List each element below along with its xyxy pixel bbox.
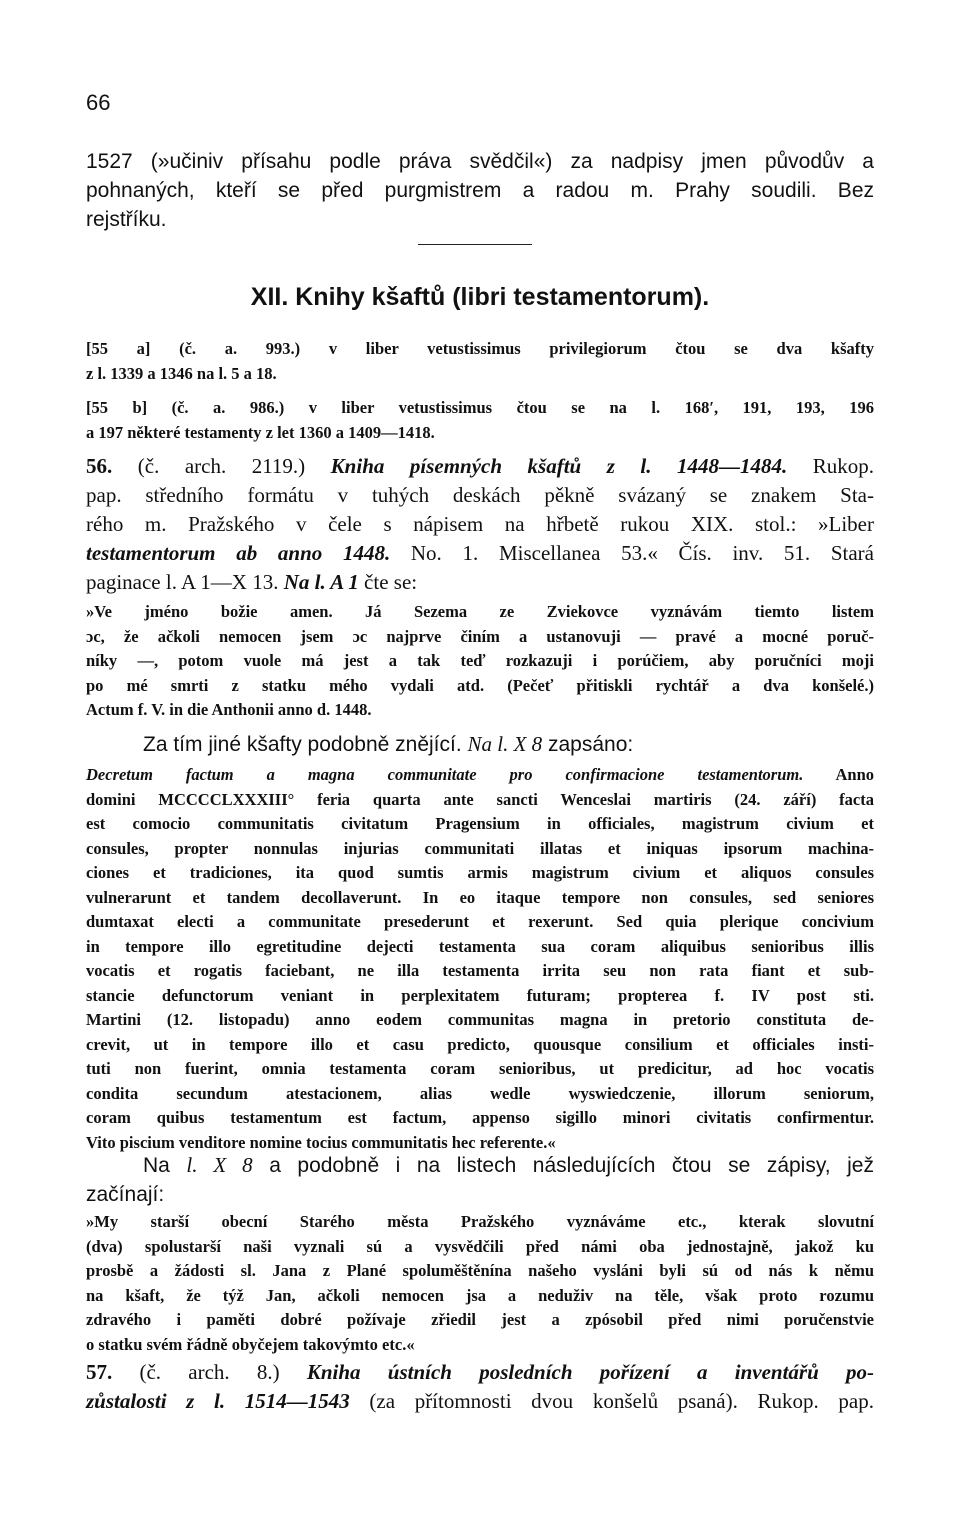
text-line: zdravého i paměti dobré požívaje zřiedil jest a zpósobil před nimi poručenstvie bbox=[86, 1310, 874, 1329]
text-line: dumtaxat electi a communitate presederunt et rexerunt. Sed quia plerique concivium bbox=[86, 912, 874, 931]
entry-number: 57. bbox=[86, 1360, 113, 1384]
text-line bbox=[86, 763, 874, 788]
book-title: zůstalosti z l. 1514—1543 bbox=[86, 1389, 350, 1413]
text-line bbox=[86, 1387, 874, 1416]
entry-55b bbox=[86, 396, 874, 445]
quote-1 bbox=[86, 600, 874, 723]
entry-number: 56. bbox=[86, 454, 113, 478]
entry-57 bbox=[86, 1358, 874, 1416]
text-span: Anno bbox=[803, 765, 874, 784]
text-line: (dva) spolustarší naši vyznali sú a vysvědčili před námi oba jednostajně, jakož ku bbox=[86, 1236, 874, 1256]
text-line: z l. 1339 a 1346 na l. 5 a 18. bbox=[86, 363, 277, 383]
section-divider bbox=[418, 244, 532, 245]
book-title: Kniha ústních posledních pořízení a inventářů po- bbox=[306, 1360, 874, 1384]
text-span: (za přítomnosti dvou konšelů psaná). Rukop. pap. bbox=[349, 1389, 874, 1413]
leaf-ref: Na l. X 8 bbox=[467, 732, 543, 756]
entry-55a bbox=[86, 337, 874, 386]
decree-title: Decretum factum a magna communitate pro confirmacione testamentorum. bbox=[86, 765, 804, 784]
text-span: No. 1. Miscellanea 53.« Čís. inv. 51. Stará bbox=[390, 541, 874, 565]
text-line bbox=[86, 452, 874, 481]
text-line bbox=[143, 730, 874, 759]
text-line: condita secundum atestacionem, alias wedle wyswiedczenie, illorum seniorum, bbox=[86, 1083, 874, 1103]
text-line: in tempore illo egretitudine dejecti testamenta sua coram aliquibus senioribus illis bbox=[86, 936, 874, 956]
text-line: rejstříku. bbox=[86, 208, 167, 231]
text-line: tuti non fuerint, omnia testamenta coram senioribus, ut predicitur, ad hoc vocatis bbox=[86, 1059, 874, 1078]
text-line: crevit, ut in tempore illo et casu predicto, quousque consilium et officiales insti- bbox=[86, 1034, 874, 1054]
text-line: ciones et tradiciones, ita quod sumtis armis magistrum civium et aliquos consules bbox=[86, 863, 874, 882]
text-line: níky —, potom vuole má jest a tak teď rozkazuji i porúčiem, aby poručníci moji bbox=[86, 651, 874, 670]
archive-ref: (č. arch. 2119.) bbox=[112, 454, 331, 478]
text-line: prosbě a žádosti sl. Jana z Plané spoluměštěnína našeho vysláni byli sú od nás k němu bbox=[86, 1261, 874, 1280]
text-line: rého m. Pražského v čele s nápisem na hřbetě rukou XIX. stol.: »Liber bbox=[86, 512, 874, 536]
text-line bbox=[86, 539, 874, 568]
section-title: XII. Knihy kšaftů (libri testamentorum). bbox=[250, 283, 710, 311]
text-line bbox=[86, 1151, 874, 1180]
text-line: pap. středního formátu v tuhých deskách pěkně svázaný se znakem Sta- bbox=[86, 483, 874, 507]
text-line: vocatis et rogatis faciebant, ne illa testamenta irrita seu non rata fiant et sub- bbox=[86, 961, 874, 980]
text-span: Za tím jiné kšafty podobně znějící. bbox=[143, 733, 468, 756]
paragraph-za-tim bbox=[143, 730, 874, 759]
text-span: zapsáno: bbox=[542, 733, 634, 756]
text-span: čte se: bbox=[358, 570, 418, 594]
text-line: vulnerarunt et tandem decollaverunt. In eo itaque tempore non consules, sed seniores bbox=[86, 887, 874, 907]
text-line: »Ve jméno božie amen. Já Sezema ze Zviekovce vyznávám tiemto listem bbox=[86, 602, 874, 621]
text-span: Rukop. bbox=[787, 454, 874, 478]
book-title: Kniha písemných kšaftů z l. 1448—1484. bbox=[330, 454, 788, 478]
entry-56 bbox=[86, 452, 874, 597]
quote-3 bbox=[86, 1210, 874, 1357]
text-line bbox=[86, 568, 874, 597]
text-line: »My starší obecní Starého města Pražského vyznáváme etc., kterak slovutní bbox=[86, 1212, 874, 1231]
page-number: 66 bbox=[86, 90, 111, 115]
text-line: consules, propter nonnulas injurias communitati illatas et iniquas ipsorum machina- bbox=[86, 838, 874, 858]
text-line: [55 b] (č. a. 986.) v liber vetustissimus čtou se na l. 168′, 191, 193, 196 bbox=[86, 398, 874, 417]
quote-2 bbox=[86, 763, 874, 1155]
paragraph-na-x8 bbox=[86, 1151, 874, 1209]
book-title: testamentorum ab anno 1448. bbox=[86, 541, 391, 565]
text-line: na kšaft, že týž Jan, ačkoli nemocen jsa a neduživ na těle, však proto rozumu bbox=[86, 1285, 874, 1305]
intro-paragraph bbox=[86, 147, 874, 234]
leaf-ref: Na l. A 1 bbox=[283, 570, 359, 594]
text-line: 1527 (»učiniv přísahu podle práva svědčil«) za nadpisy jmen původův a bbox=[86, 150, 874, 173]
text-line: coram quibus testamentum est factum, appenso sigillo minori civitatis confirmentur. bbox=[86, 1108, 874, 1127]
text-line: Actum f. V. in die Anthonii anno d. 1448. bbox=[86, 700, 372, 719]
text-line: [55 a] (č. a. 993.) v liber vetustissimus privilegiorum čtou se dva kšafty bbox=[86, 339, 874, 358]
text-line: Vito piscium venditore nomine tocius communitatis hec referente.« bbox=[86, 1132, 556, 1152]
text-line: pohnaných, kteří se před purgmistrem a radou m. Prahy soudili. Bez bbox=[86, 179, 874, 202]
text-span: paginace l. A 1—X 13. bbox=[86, 570, 284, 594]
text-line bbox=[86, 1358, 874, 1387]
text-line: Martini (12. listopadu) anno eodem communitas magna in pretorio constituta de- bbox=[86, 1010, 874, 1029]
text-line: stancie defunctorum veniant in perplexitatem futuram; propterea f. IV post sti. bbox=[86, 985, 874, 1005]
archive-ref: (č. arch. 8.) bbox=[112, 1360, 307, 1384]
text-line: a 197 některé testamenty z let 1360 a 1409—1418. bbox=[86, 422, 435, 442]
leaf-ref: l. X 8 bbox=[186, 1153, 253, 1177]
text-line: est comocio communitatis civitatum Pragensium in officiales, magistrum civium et bbox=[86, 814, 874, 833]
text-line: po mé smrti z statku mého vydali atd. (Pečeť přitiskli rychtář a dva konšelé.) bbox=[86, 675, 874, 695]
text-line: ɔc, že ačkoli nemocen jsem ɔc najprve činím a ustanovuji — pravé a mocné poruč- bbox=[86, 626, 874, 646]
text-line: domini MCCCCLXXXIII° feria quarta ante sancti Wenceslai martiris (24. září) facta bbox=[86, 789, 874, 809]
text-span: Na bbox=[143, 1154, 187, 1177]
text-line: začínají: bbox=[86, 1183, 165, 1206]
text-line: o statku svém řádně obyčejem takovýmto etc.« bbox=[86, 1334, 415, 1354]
text-span: a podobně i na listech následujících čtou se zápisy, jež bbox=[252, 1154, 874, 1177]
